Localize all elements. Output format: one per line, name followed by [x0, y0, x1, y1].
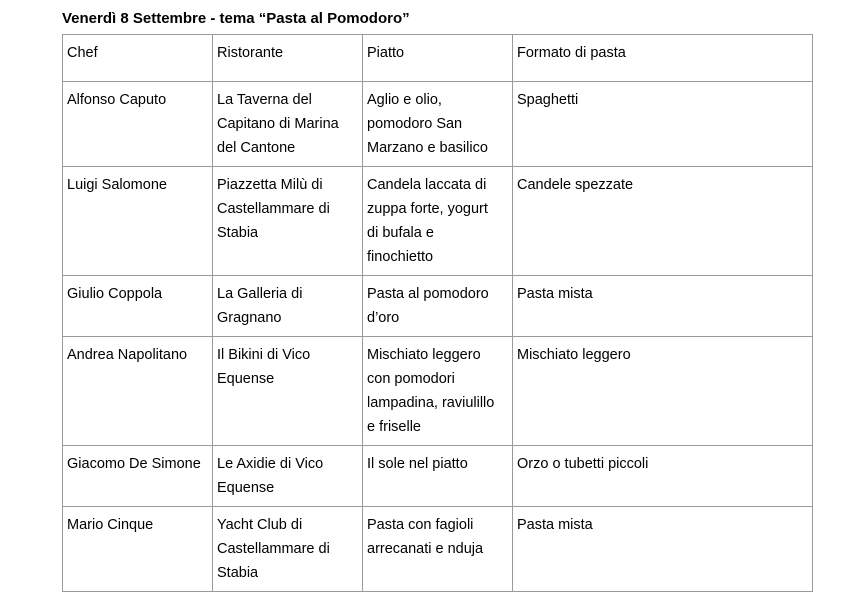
restaurant-cell: Yacht Club di Castellammare di Stabia: [213, 507, 363, 592]
dish-cell: Candela laccata di zuppa forte, yogurt di bufala e finochietto: [363, 167, 513, 276]
restaurant-cell: Le Axidie di Vico Equense: [213, 446, 363, 507]
table-row: [63, 507, 813, 592]
document-title: Venerdì 8 Settembre - tema “Pasta al Pomodoro”: [62, 10, 410, 27]
header-piatto: Piatto: [363, 35, 513, 82]
pasta-format-cell: Orzo o tubetti piccoli: [513, 446, 813, 507]
chef-cell: Alfonso Caputo: [63, 82, 213, 167]
table-row: [63, 446, 813, 507]
restaurant-cell: La Taverna del Capitano di Marina del Cantone: [213, 82, 363, 167]
restaurant-cell: Piazzetta Milù di Castellammare di Stabia: [213, 167, 363, 276]
chef-schedule-table: [62, 34, 813, 592]
pasta-format-cell: Spaghetti: [513, 82, 813, 167]
table-header-row: [63, 35, 813, 82]
chef-cell: Giacomo De Simone: [63, 446, 213, 507]
chef-cell: Mario Cinque: [63, 507, 213, 592]
header-chef: Chef: [63, 35, 213, 82]
dish-cell: Mischiato leggero con pomodori lampadina, raviulillo e friselle: [363, 337, 513, 446]
chef-cell: Giulio Coppola: [63, 276, 213, 337]
header-formato: Formato di pasta: [513, 35, 813, 82]
table-row: [63, 167, 813, 276]
dish-cell: Pasta con fagioli arrecanati e nduja: [363, 507, 513, 592]
pasta-format-cell: Mischiato leggero: [513, 337, 813, 446]
header-ristorante: Ristorante: [213, 35, 363, 82]
dish-cell: Il sole nel piatto: [363, 446, 513, 507]
chef-cell: Andrea Napolitano: [63, 337, 213, 446]
chef-cell: Luigi Salomone: [63, 167, 213, 276]
restaurant-cell: La Galleria di Gragnano: [213, 276, 363, 337]
restaurant-cell: Il Bikini di Vico Equense: [213, 337, 363, 446]
pasta-format-cell: Pasta mista: [513, 276, 813, 337]
table-row: [63, 337, 813, 446]
pasta-format-cell: Pasta mista: [513, 507, 813, 592]
dish-cell: Aglio e olio, pomodoro San Marzano e basilico: [363, 82, 513, 167]
table-row: [63, 276, 813, 337]
pasta-format-cell: Candele spezzate: [513, 167, 813, 276]
dish-cell: Pasta al pomodoro d’oro: [363, 276, 513, 337]
table-row: [63, 82, 813, 167]
